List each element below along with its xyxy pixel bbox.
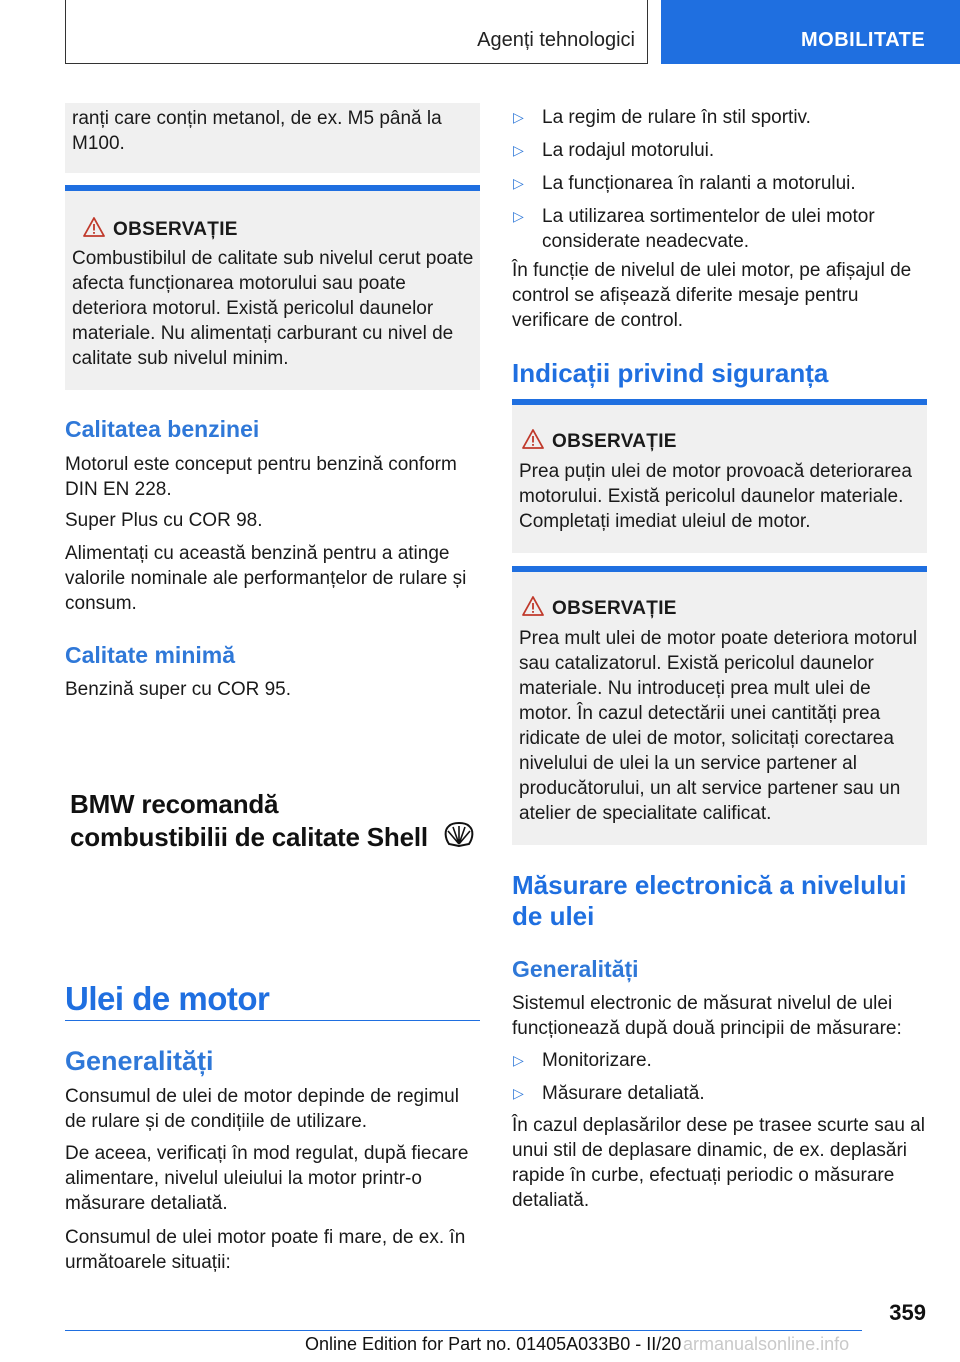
list-item-text: La rodajul motorului.	[542, 140, 715, 161]
list-item-text: La utilizarea sortimentelor de ulei motor considerate neadecvate.	[542, 206, 875, 252]
warning-box-1	[65, 185, 480, 390]
warning-box-3	[512, 566, 927, 845]
warning-text: Prea puțin ulei de motor provoacă deteriorarea motorului. Există pericolul daunelor materiale. Completați imediat uleiul de motor.	[519, 461, 912, 532]
warning-body	[512, 572, 927, 845]
warning-triangle-icon	[522, 596, 544, 616]
warning-title	[522, 596, 677, 620]
warning-text: Combustibilul de calitate sub nivelul cerut poate afecta funcționarea motorului sau poate deteriora motorul. Există pericolul daunelor materiale. Nu alimentați carburant cu nivel de calitate sub nivelul minim.	[72, 248, 474, 369]
shell-ad-line1: BMW recomandă	[70, 789, 279, 819]
petrol-quality-heading: Calitatea benzinei	[65, 416, 260, 442]
bullet-list-1	[512, 105, 927, 254]
final-text: În cazul deplasărilor dese pe trasee scurte sau al unui stil de deplasare dinamic, de ex. deplasări rapide în curbe, efectuați periodic o măsurare detaliată.	[512, 1115, 925, 1211]
warning-title	[83, 217, 238, 241]
list-item: ▷ La regim de rulare în stil sportiv.	[513, 107, 811, 128]
header-section-left	[65, 0, 648, 64]
warning-title-text: OBSERVAȚIE	[113, 219, 238, 240]
list-item: ▷ La funcționarea în ralanti a motorului.	[513, 173, 856, 194]
engine-oil-p3: Consumul de ulei motor poate fi mare, de ex. în următoarele situații:	[65, 1227, 466, 1273]
warning-title-text: OBSERVAȚIE	[552, 598, 677, 619]
list-item-text: Măsurare detaliată.	[542, 1083, 705, 1104]
shell-ad-line2: combustibilii de calitate Shell	[70, 822, 428, 852]
engine-oil-heading-rule	[65, 1020, 480, 1021]
system-text: Sistemul electronic de măsurat nivelul de ulei funcționează după două principii de măsurare:	[512, 993, 902, 1039]
bullet-list-2	[512, 1048, 927, 1106]
warning-text: Prea mult ulei de motor poate deteriora motorul sau catalizatorul. Există pericolul daunelor materiale. Nu introduceți prea mult ulei de motor. În cazul detectării unei cantități prea ridicate de ulei de motor, solicitați corectarea nivelului de ulei la un service partener al producătorului, un alt service partener sau un atelier de specialitate calificat.	[519, 628, 918, 824]
list-item-text: La funcționarea în ralanti a motorului.	[542, 173, 856, 194]
footer-rule	[65, 1330, 862, 1331]
list-item-text: La regim de rulare în stil sportiv.	[542, 107, 811, 128]
safety-heading: Indicații privind siguranța	[512, 358, 829, 388]
warning-box-2	[512, 399, 927, 553]
warning-title-text: OBSERVAȚIE	[552, 431, 677, 452]
min-quality-heading: Calitate minimă	[65, 642, 235, 668]
warning-triangle-icon	[83, 217, 105, 237]
intro-text: ranți care conțin metanol, de ex. M5 până la M100.	[72, 108, 442, 154]
warning-title	[522, 429, 677, 453]
petrol-quality-p1: Motorul este conceput pentru benzină conform DIN EN 228.	[65, 454, 457, 500]
engine-oil-general-heading: Generalități	[65, 1046, 214, 1076]
electronic-general-heading: Generalități	[512, 956, 639, 982]
warning-body	[512, 405, 927, 553]
shell-logo-icon	[443, 820, 475, 848]
petrol-quality-p2: Super Plus cu COR 98.	[65, 510, 263, 531]
list-item-text: Monitorizare.	[542, 1050, 652, 1071]
list-item: ▷ La utilizarea sortimentelor de ulei motor considerate neadecvate.	[513, 206, 875, 252]
list-item: ▷ Măsurare detaliată.	[513, 1083, 705, 1104]
engine-oil-p1: Consumul de ulei de motor depinde de regimul de rulare și de condițiile de utilizare.	[65, 1086, 459, 1132]
engine-oil-p2: De aceea, verificați în mod regulat, după fiecare alimentare, nivelul uleiului la motor printr-o măsurare detaliată.	[65, 1143, 469, 1214]
intro-box	[65, 103, 480, 173]
page-number: 359	[889, 1300, 926, 1325]
list-item: ▷ La rodajul motorului.	[513, 140, 715, 161]
footer-edition: Online Edition for Part no. 01405A033B0 - II/20	[305, 1334, 682, 1354]
warning-triangle-icon	[522, 429, 544, 449]
shell-recommendation	[70, 788, 480, 853]
header-section-left-label: Agenți tehnologici	[477, 29, 635, 51]
min-quality-p1: Benzină super cu COR 95.	[65, 679, 292, 700]
messages-text: În funcție de nivelul de ulei motor, pe afișajul de control se afișează diferite mesaje pentru verificare de control.	[512, 260, 912, 331]
engine-oil-heading: Ulei de motor	[65, 980, 270, 1017]
shell-ad-line2-row	[70, 820, 480, 853]
watermark: armanualsonline.info	[683, 1334, 850, 1354]
petrol-quality-p3: Alimentați cu această benzină pentru a atinge valorile nominale ale performanțelor de rulare și consum.	[65, 543, 467, 614]
list-item: ▷ Monitorizare.	[513, 1050, 652, 1071]
warning-body	[65, 191, 480, 390]
header-section-right-label: MOBILITATE	[801, 29, 926, 51]
header-section-right	[661, 0, 960, 64]
electronic-measurement-heading: Măsurare electronică a nivelului de ulei	[512, 870, 907, 931]
